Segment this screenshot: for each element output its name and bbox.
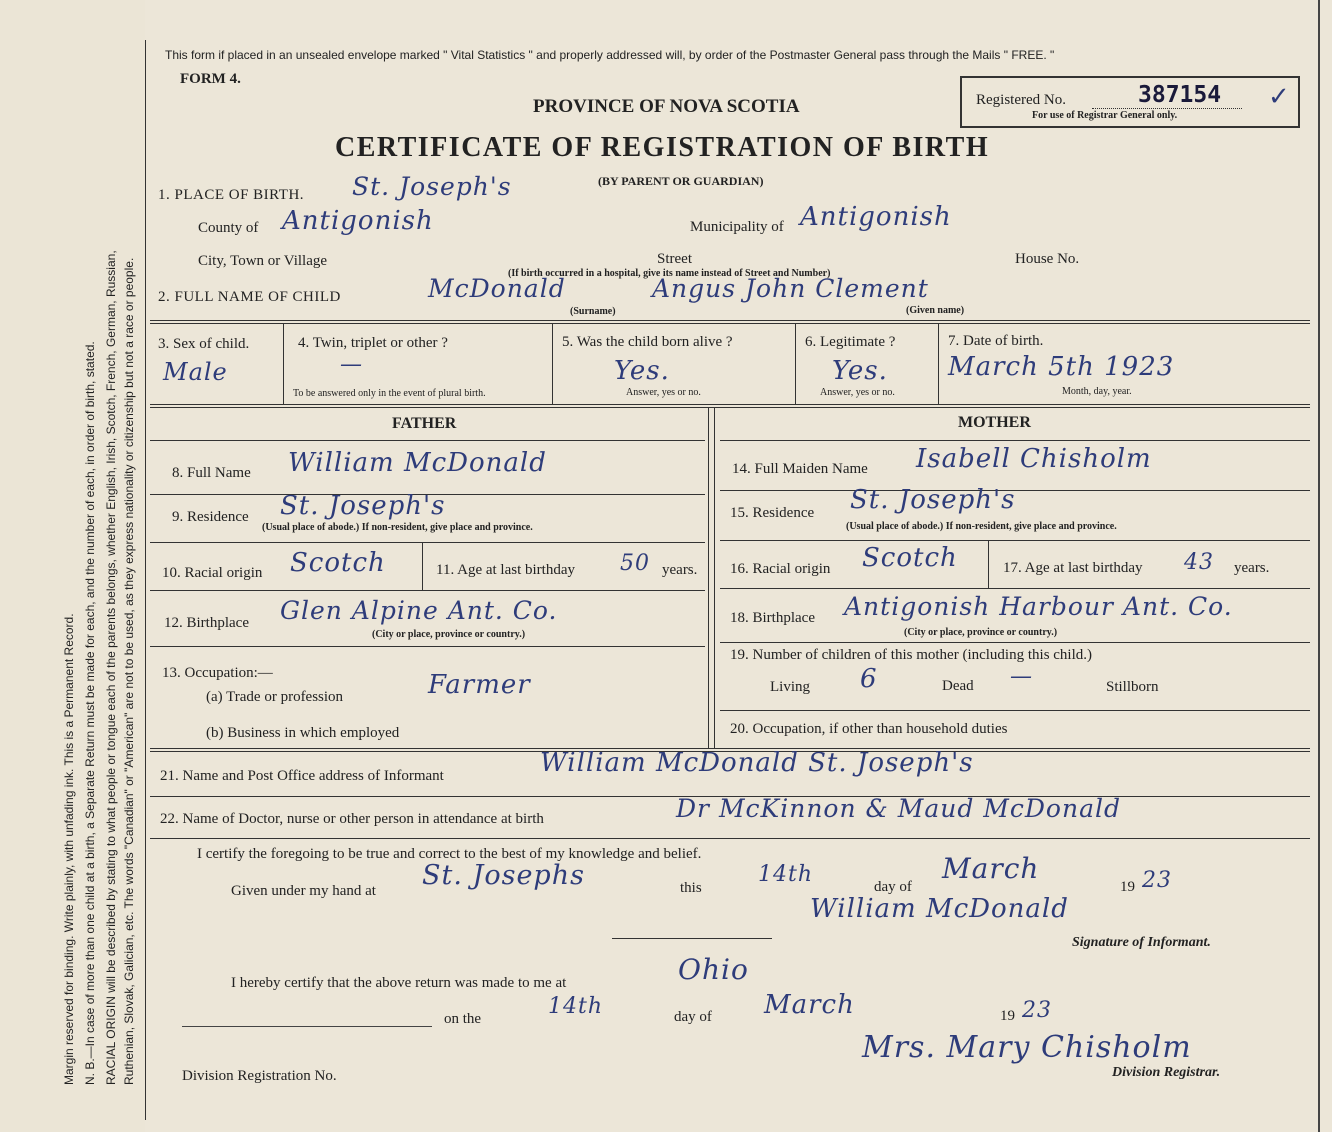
father-birthplace-value: Glen Alpine Ant. Co. — [280, 596, 558, 625]
occupation-label: 13. Occupation:— — [162, 665, 273, 681]
street-label: Street — [657, 251, 692, 267]
mother-years-label: years. — [1234, 560, 1270, 576]
surname-note: (Surname) — [570, 306, 616, 317]
place-of-birth-value: St. Joseph's — [352, 172, 512, 201]
twin-value: — — [340, 352, 363, 377]
checkmark-icon: ✓ — [1268, 82, 1290, 111]
registrar-place-value: Ohio — [678, 953, 749, 986]
born-alive-note: Answer, yes or no. — [626, 387, 701, 398]
certify-day-value: 14th — [758, 862, 814, 887]
registered-number: 387154 — [1138, 82, 1222, 108]
divider — [720, 540, 1310, 541]
sex-value: Male — [163, 358, 228, 386]
margin-note-racial-origin-cont: Ruthenian, Slovak, Galician, etc. The words "Canadian" or "American" are not to be used, as they express nationality or citizenship but not a race or people. — [122, 257, 136, 1085]
mother-racial-value: Scotch — [862, 543, 958, 573]
margin-note-binding: Margin reserved for binding. Write plainly, with unfading ink. This is a Permanent Record. — [62, 613, 76, 1085]
mother-age-label: 17. Age at last birthday — [1003, 560, 1143, 576]
divider — [612, 938, 772, 939]
legitimate-value: Yes. — [832, 356, 888, 386]
father-heading: FATHER — [392, 415, 457, 432]
father-birthplace-note: (City or place, province or country.) — [372, 629, 526, 640]
mother-name-value: Isabell Chisholm — [916, 444, 1152, 474]
informant-label: 21. Name and Post Office address of Informant — [160, 768, 444, 784]
born-alive-value: Yes. — [614, 356, 670, 386]
born-alive-label: 5. Was the child born alive ? — [562, 334, 733, 350]
dob-value: March 5th 1923 — [948, 352, 1175, 382]
father-residence-note: (Usual place of abode.) If non-resident, give place and province. — [262, 522, 533, 533]
divider — [150, 838, 1310, 839]
certificate-subtitle: (BY PARENT OR GUARDIAN) — [598, 174, 764, 188]
business-label: (b) Business in which employed — [206, 725, 400, 741]
divider — [938, 324, 939, 404]
hospital-note: (If birth occurred in a hospital, give its name instead of Street and Number) — [508, 268, 831, 279]
father-residence-label: 9. Residence — [172, 509, 249, 525]
dob-label: 7. Date of birth. — [948, 333, 1044, 349]
house-number-label: House No. — [1015, 251, 1080, 267]
divider — [708, 408, 709, 748]
living-label: Living — [770, 679, 810, 695]
city-label: City, Town or Village — [198, 253, 328, 269]
certify-year-prefix: 19 — [1120, 879, 1135, 895]
county-label: County of — [198, 220, 259, 236]
mother-residence-value: St. Joseph's — [850, 485, 1016, 515]
registrar-month-value: March — [764, 990, 855, 1020]
father-birthplace-label: 12. Birthplace — [164, 615, 249, 631]
mother-birthplace-label: 18. Birthplace — [730, 610, 815, 626]
divider — [720, 440, 1310, 441]
registered-underline — [1092, 108, 1242, 109]
mother-name-label: 14. Full Maiden Name — [732, 461, 868, 477]
mother-heading: MOTHER — [958, 414, 1031, 431]
divider — [795, 324, 796, 404]
margin-note-racial-origin: RACIAL ORIGIN will be described by stating to what people or tongue each of the parents belongs, whether English, Irish, Scotch, French, German, Russian, — [104, 250, 118, 1085]
father-racial-label: 10. Racial origin — [162, 565, 263, 581]
dob-note: Month, day, year. — [1062, 386, 1132, 397]
child-given-name: Angus John Clement — [652, 274, 929, 303]
mother-residence-note: (Usual place of abode.) If non-resident, give place and province. — [846, 521, 1117, 532]
informant-value: William McDonald St. Joseph's — [540, 748, 974, 778]
doctor-label: 22. Name of Doctor, nurse or other person in attendance at birth — [160, 811, 544, 827]
doctor-value: Dr McKinnon & Maud McDonald — [676, 794, 1121, 823]
certify-this-label: this — [680, 880, 702, 896]
trade-label: (a) Trade or profession — [206, 689, 344, 705]
trade-value: Farmer — [428, 670, 531, 700]
postal-notice: This form if placed in an unsealed envelope marked " Vital Statistics " and properly addressed will, by order of the Postmaster General pass through the Mails " FREE. " — [165, 48, 1055, 62]
divider — [150, 320, 1310, 324]
legitimate-label: 6. Legitimate ? — [805, 334, 896, 350]
certify-month-value: March — [942, 852, 1040, 885]
informant-signature: William McDonald — [810, 894, 1069, 924]
father-residence-value: St. Joseph's — [280, 491, 446, 521]
twin-label: 4. Twin, triplet or other ? — [298, 335, 448, 351]
registrar-on-label: on the — [444, 1011, 482, 1027]
twin-note: To be answered only in the event of plural birth. — [293, 388, 486, 399]
given-place-value: St. Josephs — [422, 860, 585, 891]
registrar-statement: I hereby certify that the above return was made to me at — [231, 975, 567, 991]
father-name-value: William McDonald — [288, 448, 547, 478]
informant-signature-label: Signature of Informant. — [1072, 935, 1211, 950]
registrar-year-prefix: 19 — [1000, 1008, 1015, 1024]
father-age-label: 11. Age at last birthday — [436, 562, 575, 578]
father-years-label: years. — [662, 562, 698, 578]
father-racial-value: Scotch — [290, 548, 386, 578]
margin-border — [145, 40, 146, 1120]
child-surname: McDonald — [428, 274, 566, 303]
father-age-value: 50 — [620, 551, 650, 576]
mother-occupation-label: 20. Occupation, if other than household duties — [730, 721, 1008, 737]
divider — [182, 1026, 432, 1027]
municipality-value: Antigonish — [800, 202, 952, 232]
margin-note-multiple-births: N. B.—In case of more than one child at a birth, a Separate Return must be made for each, and the number of each, in order of birth, stated. — [83, 341, 97, 1085]
father-name-label: 8. Full Name — [172, 465, 251, 481]
stillborn-label: Stillborn — [1106, 679, 1159, 695]
certify-year-suffix: 23 — [1142, 868, 1172, 893]
divider — [714, 408, 715, 748]
county-value: Antigonish — [282, 206, 434, 236]
registrar-day-of-label: day of — [674, 1009, 712, 1025]
divider — [150, 440, 705, 441]
divider — [720, 642, 1310, 643]
certify-statement: I certify the foregoing to be true and correct to the best of my knowledge and belief. — [197, 846, 702, 862]
given-name-note: (Given name) — [906, 305, 965, 316]
mother-birthplace-value: Antigonish Harbour Ant. Co. — [844, 592, 1233, 621]
mother-age-value: 43 — [1184, 550, 1214, 575]
registrar-year-suffix: 23 — [1022, 998, 1052, 1023]
province-heading: PROVINCE OF NOVA SCOTIA — [533, 96, 800, 117]
form-number: FORM 4. — [180, 71, 241, 87]
registered-label: Registered No. — [976, 92, 1066, 108]
mother-racial-label: 16. Racial origin — [730, 561, 831, 577]
registrar-note: For use of Registrar General only. — [1032, 110, 1178, 121]
division-registration-label: Division Registration No. — [182, 1068, 337, 1084]
divider — [150, 590, 705, 591]
divider — [150, 404, 1310, 408]
given-under-label: Given under my hand at — [231, 883, 376, 899]
divider — [150, 542, 705, 543]
legitimate-note: Answer, yes or no. — [820, 387, 895, 398]
divider — [988, 540, 989, 588]
dead-label: Dead — [942, 678, 974, 694]
right-edge-line — [1318, 0, 1320, 1132]
divider — [720, 710, 1310, 711]
living-value: 6 — [860, 664, 878, 694]
divider — [283, 324, 284, 404]
divider — [422, 542, 423, 590]
child-name-label: 2. FULL NAME OF CHILD — [158, 289, 341, 305]
registrar-day-value: 14th — [548, 994, 604, 1019]
registrar-signature: Mrs. Mary Chisholm — [862, 1030, 1192, 1065]
divider — [150, 646, 705, 647]
certificate-title: CERTIFICATE OF REGISTRATION OF BIRTH — [335, 132, 990, 163]
mother-residence-label: 15. Residence — [730, 505, 815, 521]
mother-birthplace-note: (City or place, province or country.) — [904, 627, 1058, 638]
registrar-signature-label: Division Registrar. — [1112, 1065, 1221, 1080]
place-label: 1. PLACE OF BIRTH. — [158, 187, 305, 203]
municipality-label: Municipality of — [690, 219, 784, 235]
dead-value: — — [1010, 664, 1033, 689]
certify-day-of-label: day of — [874, 879, 912, 895]
divider — [720, 588, 1310, 589]
children-count-label: 19. Number of children of this mother (including this child.) — [730, 647, 1093, 663]
sex-label: 3. Sex of child. — [158, 336, 250, 352]
divider — [552, 324, 553, 404]
